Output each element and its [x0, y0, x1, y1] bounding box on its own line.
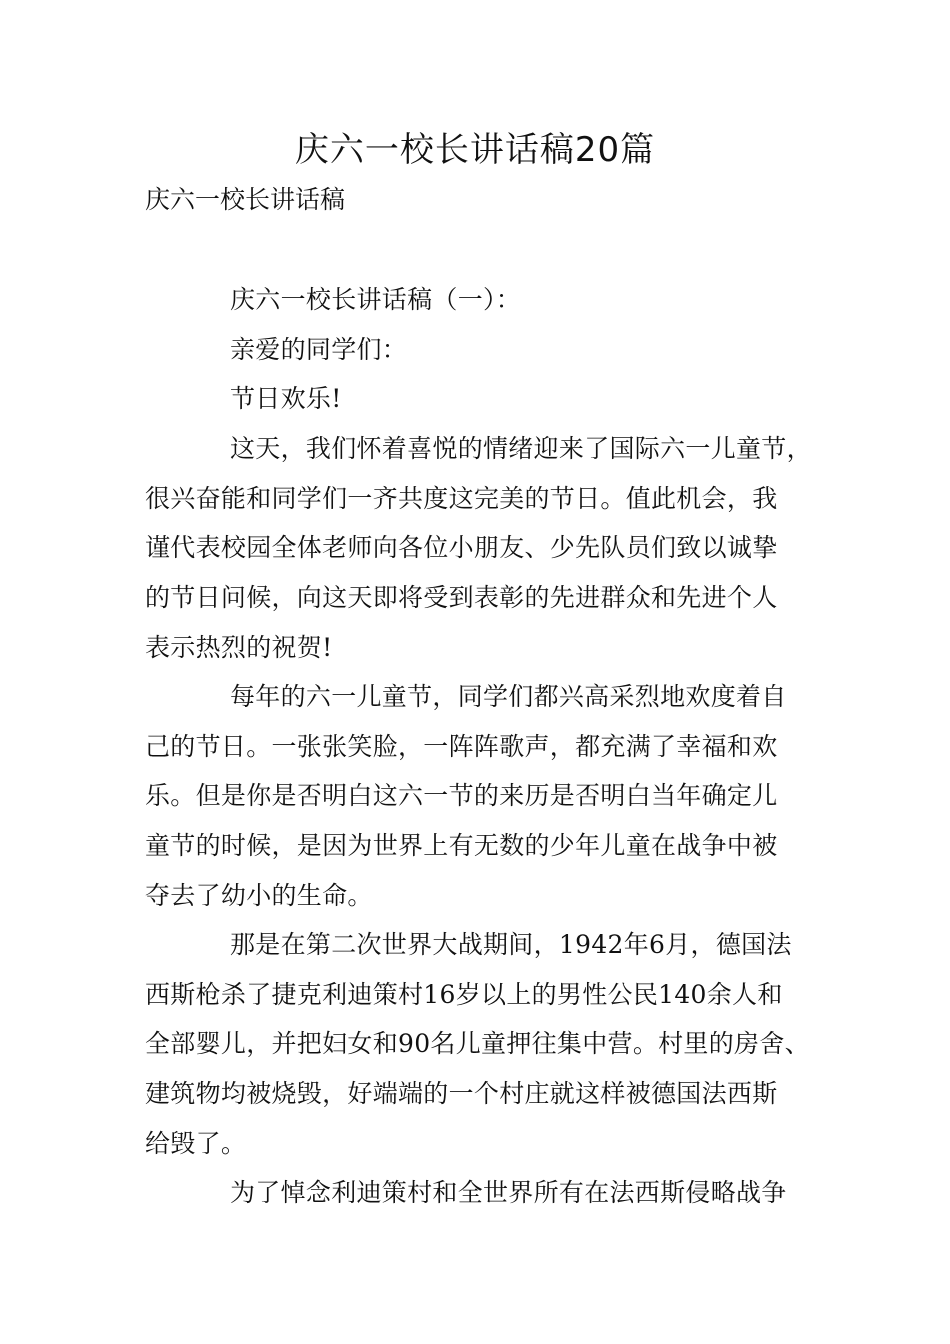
paragraph-line: 己的节日。一张张笑脸，一阵阵歌声，都充满了幸福和欢: [145, 732, 778, 761]
paragraph-line: 建筑物均被烧毁，好端端的一个村庄就这样被德国法西斯: [145, 1079, 778, 1108]
paragraph-line: 这天，我们怀着喜悦的情绪迎来了国际六一儿童节，: [230, 434, 812, 463]
salutation: 亲爱的同学们：: [230, 335, 408, 364]
paragraph-line: 给毁了。: [145, 1129, 247, 1158]
paragraph-line: 表示热烈的祝贺!: [145, 633, 333, 662]
document-title: 庆六一校长讲话稿20篇: [294, 130, 656, 170]
paragraph-line: 西斯枪杀了捷克利迪策村16岁以上的男性公民140余人和: [145, 980, 783, 1009]
paragraph-line: 为了悼念利迪策村和全世界所有在法西斯侵略战争: [230, 1178, 787, 1207]
paragraph-line: 很兴奋能和同学们一齐共度这完美的节日。值此机会，我: [145, 484, 778, 513]
greeting: 节日欢乐!: [230, 384, 342, 413]
paragraph-line: 童节的时候，是因为世界上有无数的少年儿童在战争中被: [145, 831, 778, 860]
paragraph-line: 乐。但是你是否明白这六一节的来历是否明白当年确定儿: [145, 781, 778, 810]
paragraph-line: 谨代表校园全体老师向各位小朋友、少先队员们致以诚挚: [145, 533, 778, 562]
paragraph-line: 每年的六一儿童节，同学们都兴高采烈地欢度着自: [230, 682, 787, 711]
paragraph-line: 的节日问候，向这天即将受到表彰的先进群众和先进个人: [145, 583, 778, 612]
document-subtitle: 庆六一校长讲话稿: [145, 185, 346, 214]
speech-heading: 庆六一校长讲话稿（一）：: [230, 285, 522, 314]
paragraph-line: 夺去了幼小的生命。: [145, 881, 373, 910]
paragraph-line: 全部婴儿，并把妇女和90名儿童押往集中营。村里的房舍、: [145, 1029, 810, 1058]
paragraph-line: 那是在第二次世界大战期间，1942年6月，德国法: [230, 930, 792, 959]
